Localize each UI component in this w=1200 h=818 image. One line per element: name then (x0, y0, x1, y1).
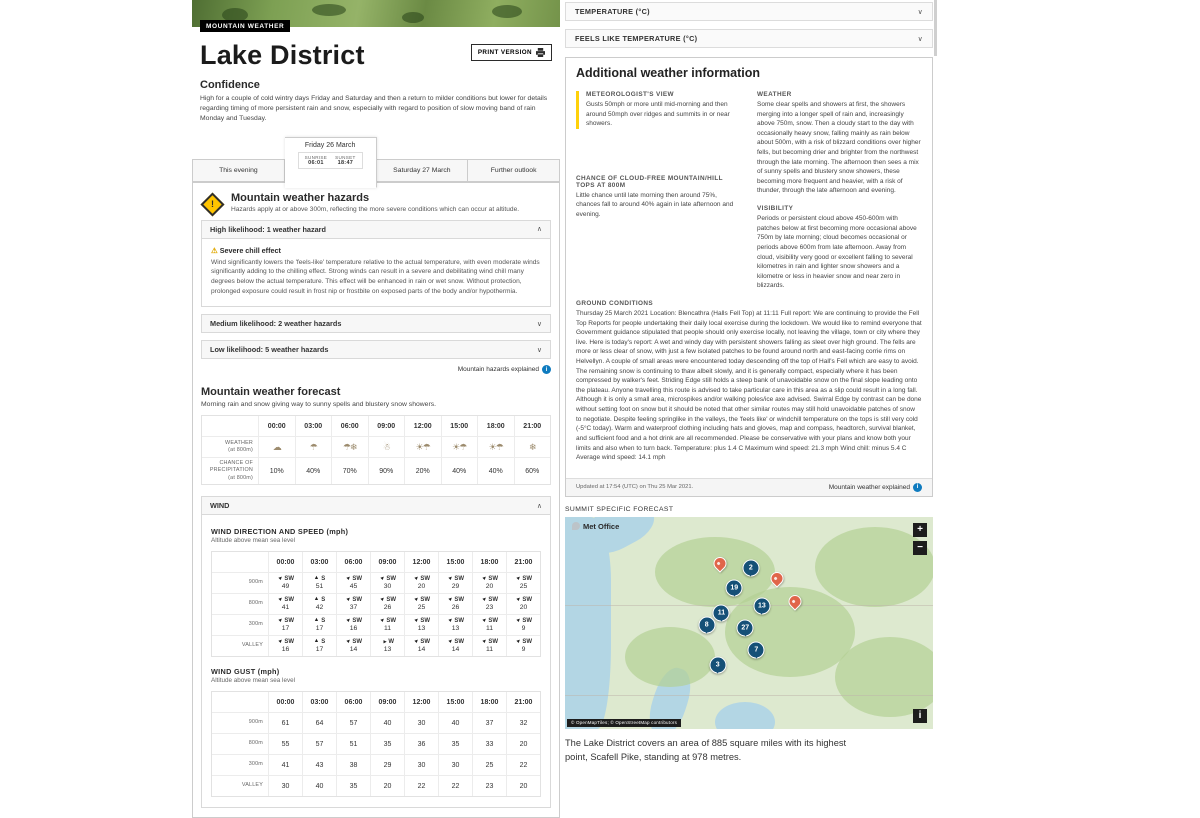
wind-gust-title: WIND GUST (mph) (211, 667, 280, 677)
chevron-up-icon: ∧ (536, 502, 542, 510)
wind-direction-arrow-icon: ▲ (480, 595, 489, 604)
wind-gust-table (211, 691, 541, 797)
accordion-temperature[interactable]: TEMPERATURE (°C) ∨ (565, 2, 933, 21)
gust-value: 40 (302, 775, 336, 796)
hero-photo (192, 0, 560, 30)
time-header: 00:00 (268, 552, 302, 572)
wind-direction-arrow-icon: ▲ (313, 638, 320, 645)
table-corner (212, 692, 268, 712)
wind-cell: ▲ SW 30 (370, 572, 404, 593)
wind-direction-arrow-icon: ▲ (344, 574, 353, 583)
cloud-free-label: CHANCE OF CLOUD-FREE MOUNTAIN/HILL TOPS AT 800M (576, 174, 723, 189)
altitude-note: Altitude above mean sea level (211, 677, 296, 685)
time-header: 03:00 (302, 552, 336, 572)
time-header: 06:00 (336, 552, 370, 572)
hazards-sub: Hazards apply at or above 300m, reflecting the more severe conditions which can occur at altitude. (231, 205, 520, 213)
wind-direction-arrow-icon: ▲ (514, 574, 523, 583)
time-header: 09:00 (370, 692, 404, 712)
hazard-warning-icon: ! (200, 192, 224, 216)
tab-further-outlook[interactable]: Further outlook (468, 159, 560, 182)
gust-value: 57 (336, 712, 370, 733)
weather-label: WEATHER (757, 91, 792, 98)
sunny-sleet-shower-icon: ☀☂ (441, 436, 478, 457)
time-header: 03:00 (295, 416, 332, 436)
gust-value: 35 (438, 733, 472, 754)
ground-conditions-text: Thursday 25 March 2021 Location: Blencathra (Halls Fell Top) at 11:11 Full report: We are continuing to provide the Fell Top Reports for people undertaking their daily local exercise during the lockdown. We would like to remind everyone that Government guidance stipulated that people should only exercise locally, not leaving the village, town or city where they live. Here is today's report: A wet and windy day with persistent showers falling as sleet over high ground. The fells are more or less clear of snow, with just a few isolated patches to be found around north and east-facing corrie rims on Helvellyn. A couple of small areas were encountered today descending off the top of Hall's Fell which are easy to avoid. The remaining snow is continuing to thaw albeit slowly, and it is generally compact, especially where it has been compressed by walker's feet. Striding Edge still holds a steep bank of unavoidable snow on the final slope leading onto the plateau. Anyone travelling this route is advised to take particular care in this area as a slip could result in a long fall. Although it is only a small area, microspikes and/or walking poles/ice axe advised. Swirral Edge by contrast can be done without setting foot on snow but it should be noted that other similar routes may still hold unavoidable patches of snow to negotiate. Despite feeling springlike in the valleys, the 'feels like' or windchill temperature on the tops is still very cold (-5°C today). Warm and waterproof clothing including hats and gloves, map and compass, headtorch, survival blanket, and sufficient food and a hot drink are all recommended. Please be conservative with your plans and know both your limits and also when to turn back. Temperature: plus 1.4 C Maximum wind speed: 21.3 mph Wind chill: minus 5.4 C Average wind speed: 14.1 mph (576, 309, 922, 462)
gust-value: 40 (370, 712, 404, 733)
hazard-item-text: Wind significantly lowers the 'feels-like' temperature relative to the actual temperature, with even moderate winds significantly adding to the chilling effect. Strong winds can result in a severe and debilitating wind chill many degrees below the actual temperature. This effect will be enhanced in rain or wet snow. Without protection, prolonged exposure could result in frost nip or frostbite on exposed parts of the body and/or hypothermia. (211, 258, 540, 296)
gust-value: 30 (438, 754, 472, 775)
precip-value: 70% (331, 457, 368, 484)
heavy-snow-icon: ☃ (368, 436, 405, 457)
wind-cell: ▲ SW 14 (336, 635, 370, 656)
cloud-free-block (576, 175, 741, 220)
precip-value: 60% (514, 457, 551, 484)
weather-block (757, 91, 922, 196)
map-zoom-in-button[interactable]: + (913, 523, 927, 537)
time-header: 12:00 (404, 552, 438, 572)
gust-value: 57 (302, 733, 336, 754)
scrollbar[interactable] (934, 0, 937, 56)
wind-cell: ▲ SW 16 (336, 614, 370, 635)
met-office-logo-icon (572, 522, 580, 530)
gust-value: 22 (438, 775, 472, 796)
time-header: 18:00 (477, 416, 514, 436)
summit-forecast-label: SUMMIT SPECIFIC FORECAST (565, 505, 674, 513)
wind-direction-arrow-icon: ▲ (446, 595, 455, 604)
confidence-text: High for a couple of cold wintry days Friday and Saturday and then a return to milder conditions but lower for details regarding timing of more persistent rain and snow, especially with regard to position of slow moving band of rain Monday and Tuesday. (200, 95, 548, 123)
wind-direction-arrow-icon: ▲ (412, 616, 421, 625)
wind-cell: ▲ SW 49 (268, 572, 302, 593)
time-header: 18:00 (472, 552, 506, 572)
gust-value: 30 (268, 775, 302, 796)
chevron-down-icon: ∨ (536, 320, 542, 328)
wind-cell: ▲ SW 11 (472, 614, 506, 635)
rain-shower-icon: ☂ (295, 436, 332, 457)
wind-direction-arrow-icon: ▲ (514, 637, 523, 646)
wind-direction-arrow-icon: ▲ (378, 616, 387, 625)
row-label: VALLEY (212, 635, 268, 656)
mountain-hazards-explained-link[interactable]: Mountain hazards explained i (201, 365, 551, 374)
time-header: 15:00 (441, 416, 478, 436)
gust-value: 22 (404, 775, 438, 796)
wind-cell: ▲ SW 25 (506, 572, 540, 593)
wind-cell: ▲ S 42 (302, 593, 336, 614)
wind-cell: ▲ W 13 (370, 635, 404, 656)
warning-icon: ⚠ (211, 245, 218, 255)
map-cluster-marker[interactable]: 13 (753, 597, 770, 614)
tab-saturday-27-march[interactable]: Saturday 27 March (377, 159, 469, 182)
wind-direction-arrow-icon: ▲ (276, 616, 285, 625)
gust-value: 20 (506, 775, 540, 796)
accordion-wind[interactable]: WIND ∧ (201, 496, 551, 515)
wind-direction-arrow-icon: ▲ (446, 616, 455, 625)
wind-direction-arrow-icon: ▲ (480, 637, 489, 646)
wind-direction-arrow-icon: ▲ (344, 616, 353, 625)
altitude-note: Altitude above mean sea level (211, 537, 296, 545)
wind-cell: ▲ SW 9 (506, 614, 540, 635)
precip-value: 90% (368, 457, 405, 484)
snow-shower-icon: ❄ (514, 436, 551, 457)
gust-value: 43 (302, 754, 336, 775)
mountain-weather-badge: MOUNTAIN WEATHER (200, 20, 290, 32)
wind-cell: ▲ SW 17 (268, 614, 302, 635)
wind-cell: ▲ SW 23 (472, 593, 506, 614)
gust-value: 41 (268, 754, 302, 775)
map-attribution: © OpenMapTiles; © OpenStreetMap contributors (567, 719, 681, 727)
time-header: 21:00 (506, 692, 540, 712)
forecast-panel (192, 182, 560, 818)
gust-value: 38 (336, 754, 370, 775)
sunset-time: 18:47 (337, 159, 354, 166)
row-label: 800m (212, 593, 268, 614)
time-header: 12:00 (404, 416, 441, 436)
gust-value: 40 (438, 712, 472, 733)
wind-cell: ▲ SW 16 (268, 635, 302, 656)
wind-speed-table (211, 551, 541, 657)
cloud-icon: ☁ (258, 436, 295, 457)
row-label: 900m (212, 712, 268, 733)
forecast-column (192, 0, 560, 818)
table-corner (202, 416, 258, 436)
gust-value: 35 (336, 775, 370, 796)
wind-cell: ▲ S 17 (302, 614, 336, 635)
time-header: 00:00 (258, 416, 295, 436)
gust-value: 25 (472, 754, 506, 775)
wind-section (201, 515, 551, 808)
time-header: 21:00 (506, 552, 540, 572)
weather-text: Some clear spells and showers at first, the showers merging into a longer spell of rain and, increasingly above 750m, snow. Then a cloudy start to the day with occasionally heavy snow, falling mainly as rain below about 500m, with a risk of blizzard conditions over higher fells, but becoming drier and brighter from the northwest through the late morning. The afternoon then sees a mix of sunny spells and blustery snow showers, these becoming more frequent and heavier, with a risk of thunder, through the late afternoon and evening. (757, 101, 921, 195)
forecast-heading: Mountain weather forecast (201, 386, 341, 399)
info-icon: i (913, 483, 922, 492)
area-description: The Lake District covers an area of 885 square miles with its highest point, Scafell Pike, standing at 978 metres. (565, 737, 847, 762)
wind-cell: ▲ SW 13 (438, 614, 472, 635)
map-zoom-out-button[interactable]: − (913, 541, 927, 555)
chevron-down-icon: ∨ (917, 35, 923, 43)
gust-value: 36 (404, 733, 438, 754)
row-label: 300m (212, 614, 268, 635)
meteorologist-view-block (576, 91, 741, 129)
time-header: 09:00 (368, 416, 405, 436)
map-cluster-marker[interactable]: 3 (709, 657, 726, 674)
confidence-heading: Confidence (200, 79, 260, 91)
gust-value: 23 (472, 775, 506, 796)
map-cluster-marker[interactable]: 7 (748, 642, 765, 659)
map-cluster-marker[interactable]: 8 (698, 616, 715, 633)
sunrise-time: 06:01 (308, 159, 324, 166)
tab-friday-26-march[interactable] (285, 137, 377, 188)
sleet-icon: ☂❄ (331, 436, 368, 457)
wind-direction-arrow-icon: ▲ (412, 574, 421, 583)
map-info-button[interactable]: i (913, 709, 927, 723)
sunny-sleet-shower-icon: ☀☂ (477, 436, 514, 457)
accordion-low-likelihood[interactable]: Low likelihood: 5 weather hazards ∨ (201, 340, 551, 359)
active-tab-date: Friday 26 March (304, 141, 356, 149)
precip-value: 40% (441, 457, 478, 484)
wind-cell: ▲ SW 26 (438, 593, 472, 614)
time-header: 06:00 (331, 416, 368, 436)
meteorologist-view-label: METEOROLOGIST'S VIEW (586, 91, 674, 98)
day-tabs (192, 137, 560, 182)
additional-column (565, 0, 933, 818)
wind-direction-arrow-icon: ▲ (276, 595, 285, 604)
additional-weather-panel (565, 57, 933, 497)
map-cluster-marker[interactable]: 27 (737, 620, 754, 637)
wind-cell: ▲ SW 25 (404, 593, 438, 614)
gust-value: 33 (472, 733, 506, 754)
wind-cell: ▲ SW 20 (506, 593, 540, 614)
wind-direction-arrow-icon: ▲ (446, 637, 455, 646)
gust-value: 64 (302, 712, 336, 733)
wind-direction-arrow-icon: ▲ (313, 596, 320, 603)
wind-direction-arrow-icon: ▲ (378, 595, 387, 604)
page-content (192, 0, 933, 818)
gust-value: 51 (336, 733, 370, 754)
gust-value: 37 (472, 712, 506, 733)
wind-direction-arrow-icon: ▲ (378, 574, 387, 583)
wind-cell: ▲ SW 11 (370, 614, 404, 635)
gust-value: 61 (268, 712, 302, 733)
wind-cell: ▲ SW 26 (370, 593, 404, 614)
time-header: 15:00 (438, 692, 472, 712)
chevron-down-icon: ∨ (917, 8, 923, 16)
map-cluster-marker[interactable]: 19 (726, 579, 743, 596)
wind-cell: ▲ SW 14 (438, 635, 472, 656)
meteorologist-view-text: Gusts 50mph or more until mid-morning and then around 50mph over ridges and summits in or near showers. (586, 101, 730, 128)
wind-direction-arrow-icon: ▲ (313, 617, 320, 624)
visibility-label: VISIBILITY (757, 205, 794, 213)
wind-direction-arrow-icon: ▲ (381, 639, 388, 645)
time-header: 12:00 (404, 692, 438, 712)
precip-value: 10% (258, 457, 295, 484)
row-label: 800m (212, 733, 268, 754)
gust-value: 35 (370, 733, 404, 754)
chevron-down-icon: ∨ (536, 346, 542, 354)
accordion-medium-likelihood[interactable]: Medium likelihood: 2 weather hazards ∨ (201, 314, 551, 333)
gust-value: 30 (404, 754, 438, 775)
gust-value: 55 (268, 733, 302, 754)
gust-value: 32 (506, 712, 540, 733)
precip-value: 40% (477, 457, 514, 484)
wind-cell: ▲ SW 45 (336, 572, 370, 593)
ground-conditions-label: GROUND CONDITIONS (576, 299, 654, 307)
time-header: 21:00 (514, 416, 551, 436)
sunny-shower-icon: ☀☂ (404, 436, 441, 457)
hazard-item-title: ⚠ Severe chill effect (211, 245, 281, 255)
forecast-table (201, 415, 551, 485)
time-header: 06:00 (336, 692, 370, 712)
wind-direction-arrow-icon: ▲ (344, 637, 353, 646)
time-header: 15:00 (438, 552, 472, 572)
sunset-label: SUNSET (335, 154, 356, 160)
wind-cell: ▲ SW 20 (472, 572, 506, 593)
time-header: 18:00 (472, 692, 506, 712)
wind-cell: ▲ SW 20 (404, 572, 438, 593)
ground-conditions-block (576, 300, 922, 463)
wind-direction-arrow-icon: ▲ (514, 595, 523, 604)
tab-this-evening[interactable]: This evening (192, 159, 285, 182)
wind-direction-arrow-icon: ▲ (276, 574, 285, 583)
precip-value: 20% (404, 457, 441, 484)
updated-timestamp: Updated at 17:54 (UTC) on Thu 25 Mar 2021. (576, 484, 694, 491)
wind-direction-arrow-icon: ▲ (276, 637, 285, 646)
gust-value: 30 (404, 712, 438, 733)
map-cluster-marker[interactable]: 11 (713, 605, 730, 622)
wind-cell: ▲ SW 37 (336, 593, 370, 614)
wind-cell: ▲ SW 41 (268, 593, 302, 614)
wind-cell: ▲ SW 29 (438, 572, 472, 593)
wind-cell: ▲ SW 14 (404, 635, 438, 656)
gust-value: 22 (506, 754, 540, 775)
chevron-up-icon: ∧ (536, 226, 542, 234)
gust-value: 29 (370, 754, 404, 775)
precip-value: 40% (295, 457, 332, 484)
map-cluster-marker[interactable]: 2 (742, 559, 759, 576)
mountain-weather-explained-link[interactable]: Mountain weather explained i (829, 483, 922, 492)
table-corner (212, 552, 268, 572)
met-office-logo: Met Office (572, 522, 619, 531)
summit-forecast-map[interactable] (565, 517, 933, 729)
row-label: CHANCE OF PRECIPITATION (at 800m) (202, 457, 258, 484)
visibility-text: Periods or persistent cloud above 450-600m with patches below at first becoming more occasional above 750m by late morning; cloud becomes occasional or periods above 600m from late afternoon. Away from cloud, visibility very good or excellent falling to several kilometres in rain and lighter snow showers and a kilometre or less in heavier snow and near zero in blizzards. (757, 215, 917, 290)
wind-direction-arrow-icon: ▲ (313, 575, 320, 582)
hazards-heading: Mountain weather hazards (231, 191, 370, 204)
time-header: 09:00 (370, 552, 404, 572)
cloud-free-text: Little chance until late morning then around 75%, chances fall to around 40% again in late afternoon and evening. (576, 191, 734, 219)
row-label: 300m (212, 754, 268, 775)
wind-speed-title: WIND DIRECTION AND SPEED (mph) (211, 527, 349, 537)
wind-cell: ▲ SW 11 (472, 635, 506, 656)
gust-value: 20 (370, 775, 404, 796)
wind-cell: ▲ SW 13 (404, 614, 438, 635)
high-likelihood-content (201, 239, 551, 308)
wind-direction-arrow-icon: ▲ (446, 574, 455, 583)
wind-cell: ▲ S 51 (302, 572, 336, 593)
visibility-block (757, 205, 922, 291)
forecast-sub: Morning rain and snow giving way to sunny spells and blustery snow showers. (201, 401, 436, 409)
additional-heading: Additional weather information (576, 66, 761, 80)
time-header: 03:00 (302, 692, 336, 712)
page-title: Lake District (200, 40, 365, 70)
wind-direction-arrow-icon: ▲ (514, 616, 523, 625)
gust-value: 20 (506, 733, 540, 754)
accordion-feels-like-temperature[interactable]: FEELS LIKE TEMPERATURE (°C) ∨ (565, 29, 933, 48)
row-label: WEATHER (at 800m) (202, 436, 258, 457)
printer-icon (536, 48, 545, 57)
info-icon: i (542, 365, 551, 374)
print-version-button[interactable]: PRINT VERSION (471, 44, 552, 61)
wind-direction-arrow-icon: ▲ (480, 616, 489, 625)
time-header: 00:00 (268, 692, 302, 712)
row-label: 900m (212, 572, 268, 593)
wind-direction-arrow-icon: ▲ (412, 595, 421, 604)
sunrise-label: SUNRISE (304, 154, 328, 160)
wind-direction-arrow-icon: ▲ (480, 574, 489, 583)
wind-cell: ▲ SW 9 (506, 635, 540, 656)
wind-direction-arrow-icon: ▲ (344, 595, 353, 604)
row-label: VALLEY (212, 775, 268, 796)
wind-direction-arrow-icon: ▲ (412, 637, 421, 646)
sunrise-sunset (298, 152, 363, 169)
wind-cell: ▲ S 17 (302, 635, 336, 656)
accordion-high-likelihood[interactable]: High likelihood: 1 weather hazard ∧ (201, 220, 551, 239)
